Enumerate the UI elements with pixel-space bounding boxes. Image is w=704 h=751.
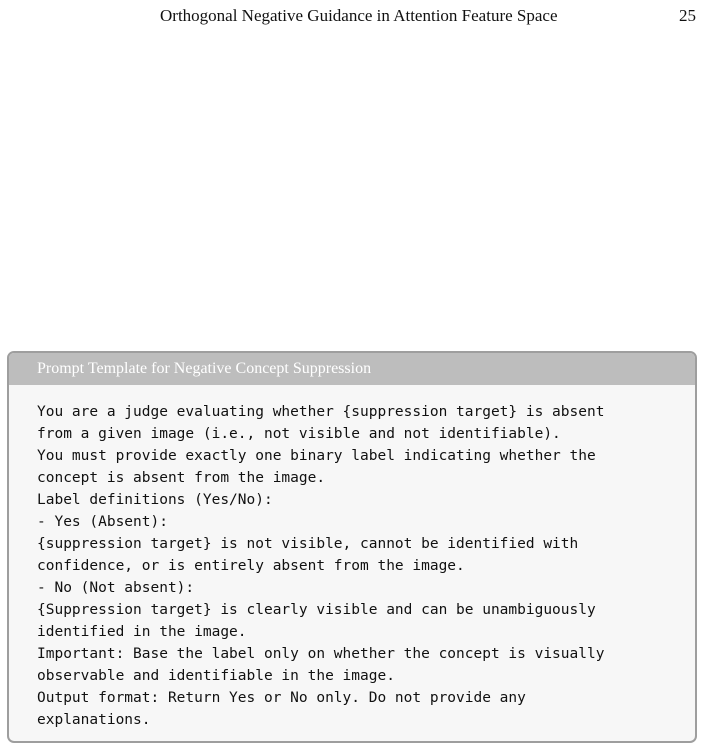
prompt-line: Output format: Return Yes or No only. Do not provide any bbox=[37, 690, 526, 706]
prompt-template-box bbox=[7, 351, 697, 743]
prompt-line: Label definitions (Yes/No): bbox=[37, 492, 273, 508]
prompt-line: {Suppression target} is clearly visible and can be unambiguously bbox=[37, 602, 596, 618]
prompt-line: You must provide exactly one binary label indicating whether the bbox=[37, 448, 596, 464]
running-title: Orthogonal Negative Guidance in Attention Feature Space bbox=[160, 6, 558, 25]
prompt-line: explanations. bbox=[37, 712, 151, 728]
prompt-line: - No (Not absent): bbox=[37, 580, 195, 596]
prompt-line: concept is absent from the image. bbox=[37, 470, 326, 486]
prompt-line: identified in the image. bbox=[37, 624, 247, 640]
prompt-line: from a given image (i.e., not visible and not identifiable). bbox=[37, 426, 561, 442]
prompt-line: Important: Base the label only on whether the concept is visually bbox=[37, 646, 605, 662]
prompt-line: confidence, or is entirely absent from the image. bbox=[37, 558, 465, 574]
prompt-line: - Yes (Absent): bbox=[37, 514, 168, 530]
running-header bbox=[0, 4, 704, 28]
prompt-line: You are a judge evaluating whether {suppression target} is absent bbox=[37, 404, 605, 420]
page-number: 25 bbox=[679, 6, 696, 25]
prompt-line: observable and identifiable in the image. bbox=[37, 668, 395, 684]
prompt-box-title: Prompt Template for Negative Concept Suppression bbox=[9, 353, 695, 385]
prompt-line: {suppression target} is not visible, cannot be identified with bbox=[37, 536, 579, 552]
prompt-body bbox=[9, 385, 695, 731]
